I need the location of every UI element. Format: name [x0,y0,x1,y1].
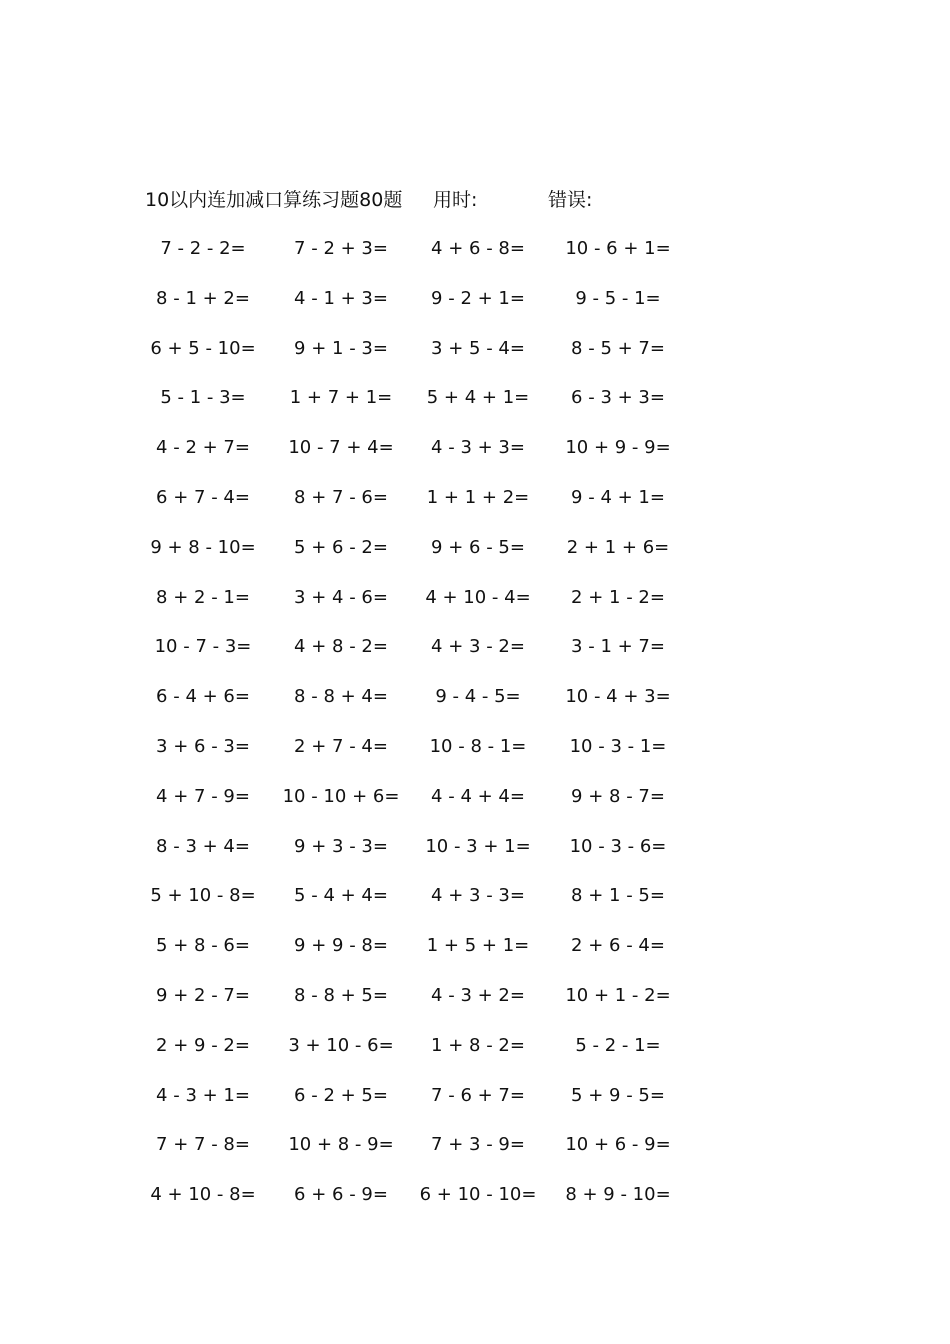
problem-row [0,682,950,732]
problem: 6 + 6 - 9= [294,1184,388,1206]
problem-row [0,383,950,433]
problem: 1 + 7 + 1= [289,387,393,409]
problem: 3 + 6 - 3= [156,735,250,757]
problem: 10 - 3 + 1= [425,835,531,857]
problem: 5 + 10 - 8= [150,885,256,907]
problem: 4 - 3 + 1= [156,1084,250,1106]
problem: 3 + 4 - 6= [294,586,388,608]
problem: 8 - 3 + 4= [156,835,250,857]
problem: 8 - 8 + 4= [294,686,388,708]
problem: 8 - 8 + 5= [294,984,388,1006]
problem: 8 + 7 - 6= [294,486,388,508]
problem: 10 + 6 - 9= [565,1134,671,1156]
problem: 3 + 5 - 4= [431,337,525,359]
problem: 10 - 7 + 4= [288,437,394,459]
problem: 4 + 10 - 8= [150,1184,256,1206]
problem: 4 - 3 + 2= [431,984,525,1006]
problem: 1 + 1 + 2= [426,486,530,508]
problem: 10 - 8 - 1= [429,735,527,757]
worksheet-header [145,186,845,214]
problem: 10 + 8 - 9= [288,1134,394,1156]
problem: 7 - 2 - 2= [160,238,246,259]
problem-row [0,782,950,832]
problem: 9 + 8 - 10= [150,536,256,558]
problem: 10 - 6 + 1= [565,238,671,259]
problem: 2 + 6 - 4= [571,935,665,957]
problem: 8 - 1 + 2= [156,287,250,309]
problem-row [0,234,950,284]
problem: 8 + 1 - 5= [571,885,665,907]
problem: 2 + 9 - 2= [156,1034,250,1056]
problem: 9 - 4 + 1= [571,486,665,508]
problem: 5 + 4 + 1= [426,387,530,409]
problem: 1 + 5 + 1= [426,935,530,957]
problem: 7 - 6 + 7= [431,1084,525,1106]
problem: 2 + 1 + 6= [566,536,670,558]
problem: 9 + 1 - 3= [294,337,388,359]
problem: 3 + 10 - 6= [288,1034,394,1056]
problem: 8 - 5 + 7= [571,337,665,359]
problem: 7 + 3 - 9= [431,1134,525,1156]
problem: 9 - 5 - 1= [575,287,661,309]
problem-row [0,533,950,583]
problem-row [0,483,950,533]
problem: 7 + 7 - 8= [156,1134,250,1156]
problem: 5 + 8 - 6= [156,935,250,957]
problem: 4 - 1 + 3= [294,287,388,309]
problem: 9 - 4 - 5= [435,686,521,708]
problem: 4 - 2 + 7= [156,437,250,459]
problem-row [0,1130,950,1180]
problem: 9 + 2 - 7= [156,984,250,1006]
problem: 6 - 3 + 3= [571,387,665,409]
problem: 9 + 9 - 8= [294,935,388,957]
problem-row [0,1180,950,1230]
problem: 6 - 4 + 6= [156,686,250,708]
problem-row [0,1031,950,1081]
problem: 10 - 3 - 6= [569,835,667,857]
problem: 9 + 8 - 7= [571,785,665,807]
problem-row [0,632,950,682]
problem: 4 + 3 - 2= [431,636,525,658]
problem: 4 + 3 - 3= [431,885,525,907]
problem: 4 + 6 - 8= [431,238,525,259]
problem: 10 + 1 - 2= [565,984,671,1006]
time-label: 用时: [433,189,478,211]
problem-row [0,334,950,384]
problem: 4 - 4 + 4= [431,785,525,807]
problem: 10 - 4 + 3= [565,686,671,708]
problem: 8 + 9 - 10= [565,1184,671,1206]
problem-row [0,1081,950,1131]
problem: 9 - 2 + 1= [431,287,525,309]
worksheet-title: 10以内连加减口算练习题80题 [145,189,403,211]
problem-row [0,881,950,931]
problem: 10 - 3 - 1= [569,735,667,757]
problem: 6 + 7 - 4= [156,486,250,508]
problem-row [0,284,950,334]
problem: 8 + 2 - 1= [156,586,250,608]
problem: 4 + 10 - 4= [425,586,531,608]
problem: 6 - 2 + 5= [294,1084,388,1106]
problem: 5 - 1 - 3= [160,387,246,409]
problem-grid [0,234,950,1230]
problem: 5 - 4 + 4= [294,885,388,907]
problem: 10 - 7 - 3= [154,636,252,658]
problem-row [0,931,950,981]
problem: 2 + 1 - 2= [571,586,665,608]
problem: 4 + 8 - 2= [294,636,388,658]
problem: 10 - 10 + 6= [282,785,400,807]
problem: 9 + 6 - 5= [431,536,525,558]
problem: 9 + 3 - 3= [294,835,388,857]
problem: 4 + 7 - 9= [156,785,250,807]
problem: 1 + 8 - 2= [431,1034,525,1056]
problem-row [0,981,950,1031]
problem-row [0,433,950,483]
problem-row [0,583,950,633]
problem: 6 + 10 - 10= [419,1184,537,1206]
problem: 10 + 9 - 9= [565,437,671,459]
problem-row [0,732,950,782]
problem: 4 - 3 + 3= [431,437,525,459]
problem: 3 - 1 + 7= [571,636,665,658]
problem: 5 + 9 - 5= [571,1084,665,1106]
problem-row [0,832,950,882]
problem: 2 + 7 - 4= [294,735,388,757]
problem: 5 + 6 - 2= [294,536,388,558]
problem: 6 + 5 - 10= [150,337,256,359]
problem: 5 - 2 - 1= [575,1034,661,1056]
errors-label: 错误: [548,189,593,211]
problem: 7 - 2 + 3= [294,238,388,259]
